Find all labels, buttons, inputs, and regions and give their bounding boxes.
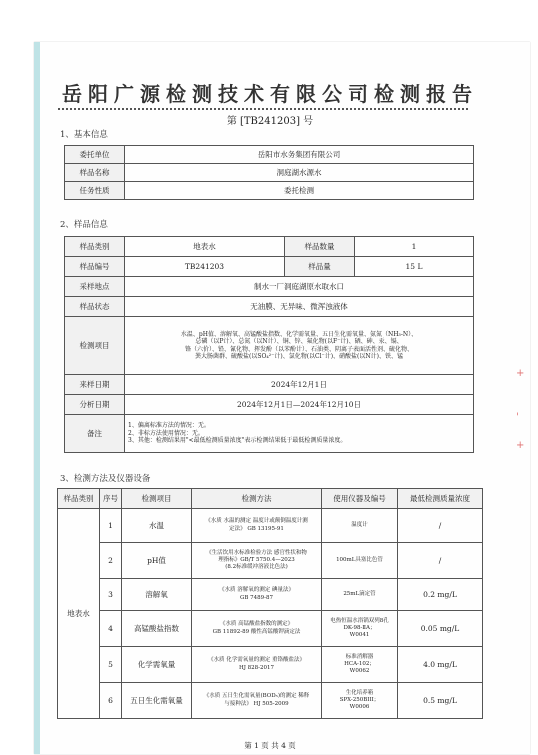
row-item: 溶解氧: [122, 579, 192, 611]
items-line-2: 总磷（以P计）、总氮（以N计）、铜、锌、氟化物(以F⁻计)、硒、砷、汞、镉、: [195, 338, 403, 345]
methods-table: [57, 488, 483, 719]
title-dotted-rule: [58, 106, 468, 110]
row-no: 6: [100, 683, 122, 719]
header-limit: 最低检测质量浓度: [398, 489, 483, 509]
table-row: [58, 683, 483, 719]
type-value: 地表水: [125, 237, 285, 257]
header-category: 样品类别: [58, 489, 100, 509]
header-item: 检测项目: [122, 489, 192, 509]
client-label: 委托单位: [65, 146, 125, 164]
header-method: 检测方法: [192, 489, 322, 509]
row-instrument: 25mL滴定管: [322, 579, 398, 611]
row-instrument: 100mL具塞比色管: [322, 543, 398, 579]
task-label: 任务性质: [65, 182, 125, 200]
client-value: 岳阳市水务集团有限公司: [125, 146, 474, 164]
table-row: [58, 509, 483, 543]
category-cell: 地表水: [58, 509, 100, 719]
page-footer: 第 1 页 共 4 页: [244, 741, 296, 750]
section-basic-info: 1、基本信息: [60, 130, 108, 140]
row-instrument: 生化培养箱 SPX-250BIII； W0006: [322, 683, 398, 719]
sample-info-table: [64, 236, 474, 453]
row-no: 5: [100, 647, 122, 683]
row-item: pH值: [122, 543, 192, 579]
row-method: 《水质 水温的测定 温度计或颠倒温度计测 定法》 GB 13195-91: [192, 509, 322, 543]
amount-label: 样品量: [285, 257, 355, 277]
amount-value: 15 L: [355, 257, 474, 277]
row-item: 高锰酸盐指数: [122, 611, 192, 647]
analysis-label: 分析日期: [65, 395, 125, 415]
type-label: 样品类别: [65, 237, 125, 257]
receive-value: 2024年12月1日: [125, 375, 474, 395]
row-item: 水温: [122, 509, 192, 543]
notes-label: 备注: [65, 415, 125, 453]
header-instrument: 使用仪器及编号: [322, 489, 398, 509]
table-row: [58, 611, 483, 647]
row-no: 2: [100, 543, 122, 579]
note-2: 2、非标方法使用情况：无。: [128, 429, 204, 437]
page-edge-strip: [34, 42, 40, 754]
id-label: 样品编号: [65, 257, 125, 277]
items-label: 检测项目: [65, 317, 125, 375]
row-item: 五日生化需氧量: [122, 683, 192, 719]
report-number: 第 [TB241203] 号: [226, 116, 314, 127]
header-no: 序号: [100, 489, 122, 509]
note-1: 1、偏离标准方法的情况：无。: [128, 422, 210, 430]
row-limit: 4.0 mg/L: [398, 647, 483, 683]
row-instrument: 电热恒温水浴锅双列8孔 DK-98-ⅡA； W0041: [322, 611, 398, 647]
report-title: 岳阳广源检测技术有限公司检测报告: [62, 82, 478, 106]
section-sample-info: 2、样品信息: [60, 220, 108, 230]
section-methods: 3、检测方法及仪器设备: [60, 474, 151, 484]
row-no: 4: [100, 611, 122, 647]
table-row: [58, 647, 483, 683]
task-value: 委托检测: [125, 182, 474, 200]
id-value: TB241203: [125, 257, 285, 277]
note-3: 3、其他：检测结果用"<最低检测质量浓度"表示检测结果低于最低检测质量浓度。: [128, 437, 347, 445]
red-margin-mark: ': [516, 412, 519, 423]
row-instrument: 标准消解器 HCA-102； W0062: [322, 647, 398, 683]
row-method: 《生活饮用水标准检验方法 感官性状和物 理指标》GB/T 5750.4—2023 (8.2标准缓冲溶液比色法): [192, 543, 322, 579]
row-item: 化学需氧量: [122, 647, 192, 683]
row-method: 《水质 溶解氧的测定 碘量法》 GB 7489-87: [192, 579, 322, 611]
basic-info-table: [64, 145, 474, 200]
red-margin-mark: +: [516, 368, 525, 379]
row-limit: /: [398, 509, 483, 543]
row-method: 《水质 五日生化需氧量(BOD₅)的测定 稀释 与接种法》 HJ 505-2009: [192, 683, 322, 719]
table-row: [58, 543, 483, 579]
row-limit: 0.2 mg/L: [398, 579, 483, 611]
table-row: [58, 579, 483, 611]
items-value: [125, 317, 474, 375]
state-value: 无油膜、无异味、微浑浊液体: [125, 297, 474, 317]
notes-value: [125, 415, 474, 453]
row-no: 3: [100, 579, 122, 611]
qty-label: 样品数量: [285, 237, 355, 257]
site-value: 制水一厂洞庭湖原水取水口: [125, 277, 474, 297]
items-line-1: 水温、pH值、溶解氧、高锰酸盐指数、化学需氧量、五日生化需氧量、氨氮（NH₃-N）、: [180, 330, 418, 338]
row-limit: /: [398, 543, 483, 579]
row-no: 1: [100, 509, 122, 543]
items-line-3: 铬（六价）、铅、氰化物、挥发酚（以苯酚计）、石油类、阴离子表面活性剂、硫化物、: [184, 345, 413, 353]
row-limit: 0.05 mg/L: [398, 611, 483, 647]
sample-name-label: 样品名称: [65, 164, 125, 182]
row-instrument: 温度计: [322, 509, 398, 543]
row-method: 《水质 高锰酸盐指数的测定》 GB 11892-89 酸性高锰酸钾滴定法: [192, 611, 322, 647]
analysis-value: 2024年12月1日—2024年12月10日: [125, 395, 474, 415]
receive-label: 来样日期: [65, 375, 125, 395]
site-label: 采样地点: [65, 277, 125, 297]
sample-name-value: 洞庭湖水源水: [125, 164, 474, 182]
state-label: 样品状态: [65, 297, 125, 317]
red-margin-mark: +: [516, 440, 525, 451]
row-limit: 0.5 mg/L: [398, 683, 483, 719]
items-line-4: 粪大肠菌群、硫酸盐(以SO₄²⁻计)、氯化物(以Cl⁻计)、硝酸盐(以N计)、铁、锰: [195, 353, 403, 360]
qty-value: 1: [355, 237, 474, 257]
row-method: 《水质 化学需氧量的测定 重铬酸盐法》 HJ 828-2017: [192, 647, 322, 683]
